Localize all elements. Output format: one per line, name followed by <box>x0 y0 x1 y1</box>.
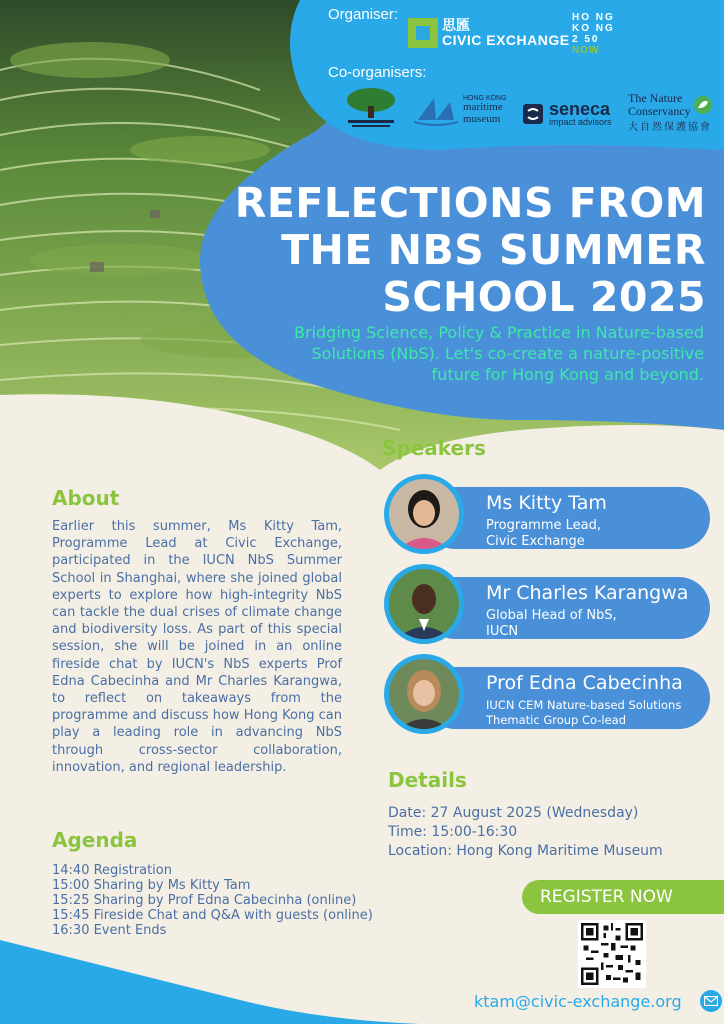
agenda-item: 14:40 Registration <box>52 863 172 878</box>
hong-kong-2050-logo <box>572 12 618 56</box>
portrait-kitty-tam <box>389 479 459 549</box>
seneca-sub: impact advisors <box>549 117 612 127</box>
hk-maritime-museum-logo <box>414 94 507 126</box>
details-list <box>388 804 663 861</box>
speaker-card <box>384 474 714 560</box>
page-title <box>186 180 706 321</box>
avatar <box>384 564 464 644</box>
speaker-card <box>384 654 714 740</box>
speaker-name: Prof Edna Cabecinha <box>486 672 683 694</box>
details-time: Time: 15:00-16:30 <box>388 824 518 840</box>
speaker-name: Mr Charles Karangwa <box>486 582 689 604</box>
seneca-mark-icon <box>522 103 544 125</box>
details-location: Location: Hong Kong Maritime Museum <box>388 843 663 859</box>
subtitle: Bridging Science, Policy & Practice in Nature-based Solutions (NbS). Let's co-create a nature-positive future for Hong Kong and beyond. <box>294 323 704 384</box>
tree-icon <box>342 86 400 130</box>
about-body: Earlier this summer, Ms Kitty Tam, Programme Lead at Civic Exchange, participated in the IUCN NbS Summer School in Shanghai, where she joined global experts to explore how high-integrity NbS can tackle the dual crises of climate change and biodiversity loss. As part of this special session, she will be joined in an online fireside chat by IUCN's NbS experts Prof Edna Cabecinha and Mr Charles Karangwa, to reflect on takeaways from the programme and discuss how Hong Kong can play a leading role in advancing NbS through cross-sector collaboration, innovation, and regional leadership. <box>52 519 342 775</box>
about-heading: About <box>52 486 120 510</box>
hk2050-line: HO NG <box>572 12 615 23</box>
agenda-item: 16:30 Event Ends <box>52 923 167 938</box>
mail-icon[interactable] <box>700 990 722 1012</box>
hk2050-line: KO NG <box>572 23 615 34</box>
tnc-cn: 大自然保護協會 <box>628 122 712 134</box>
hk-maritime-line: maritime <box>463 101 503 114</box>
portrait-edna-cabecinha <box>389 659 459 729</box>
title-line: SCHOOL 2025 <box>382 273 706 321</box>
civic-exchange-mark-icon <box>408 18 438 48</box>
title-line: THE NBS SUMMER <box>281 226 706 274</box>
agenda-heading: Agenda <box>52 828 138 852</box>
hk-maritime-small: HONG KONG <box>463 94 507 102</box>
portrait-charles-karangwa <box>389 569 459 639</box>
nature-conservancy-logo <box>628 92 713 133</box>
civic-exchange-en: CIVIC EXCHANGE <box>442 32 570 48</box>
leaf-icon <box>693 95 713 115</box>
agenda-list <box>52 863 373 938</box>
avatar <box>384 654 464 734</box>
agenda-item: 15:00 Sharing by Ms Kitty Tam <box>52 878 251 893</box>
tnc-line: The Nature <box>628 91 683 105</box>
contact-email-link[interactable]: ktam@civic-exchange.org <box>474 992 682 1011</box>
sail-icon <box>414 94 458 126</box>
speaker-role <box>486 698 681 728</box>
details-date: Date: 27 August 2025 (Wednesday) <box>388 805 639 821</box>
hk2050-line: 2 50 <box>572 34 600 45</box>
speaker-role-line: IUCN CEM Nature-based Solutions <box>486 698 682 712</box>
civic-exchange-cn: 思匯 <box>442 18 470 34</box>
speaker-role <box>486 518 601 550</box>
seneca-name: seneca <box>549 99 611 119</box>
agenda-item: 15:45 Fireside Chat and Q&A with guests (online) <box>52 908 373 923</box>
speaker-role-line: Civic Exchange <box>486 534 585 549</box>
speakers-heading: Speakers <box>382 436 486 460</box>
speaker-card <box>384 564 714 650</box>
speaker-name: Ms Kitty Tam <box>486 492 607 514</box>
register-now-button[interactable]: REGISTER NOW <box>522 880 724 914</box>
hk2050-now: NOW <box>572 45 600 56</box>
speaker-role-line: IUCN <box>486 624 519 639</box>
civic-exchange-logo <box>408 18 570 48</box>
tnc-line: Conservancy <box>628 103 691 118</box>
details-heading: Details <box>388 768 467 792</box>
speaker-role-line: Programme Lead, <box>486 518 602 533</box>
hk-maritime-line: museum <box>463 112 501 125</box>
avatar <box>384 474 464 554</box>
speaker-role-line: Thematic Group Co-lead <box>486 713 627 727</box>
co-organisers-label: Co-organisers: <box>328 64 427 81</box>
hk-institute-logo <box>342 86 400 130</box>
title-line: REFLECTIONS FROM <box>234 179 706 227</box>
agenda-item: 15:25 Sharing by Prof Edna Cabecinha (online) <box>52 893 357 908</box>
registration-qr-code[interactable] <box>578 920 646 988</box>
organiser-label: Organiser: <box>328 6 399 23</box>
seneca-logo <box>522 100 612 127</box>
speaker-role <box>486 608 617 640</box>
speaker-role-line: Global Head of NbS, <box>486 608 617 623</box>
